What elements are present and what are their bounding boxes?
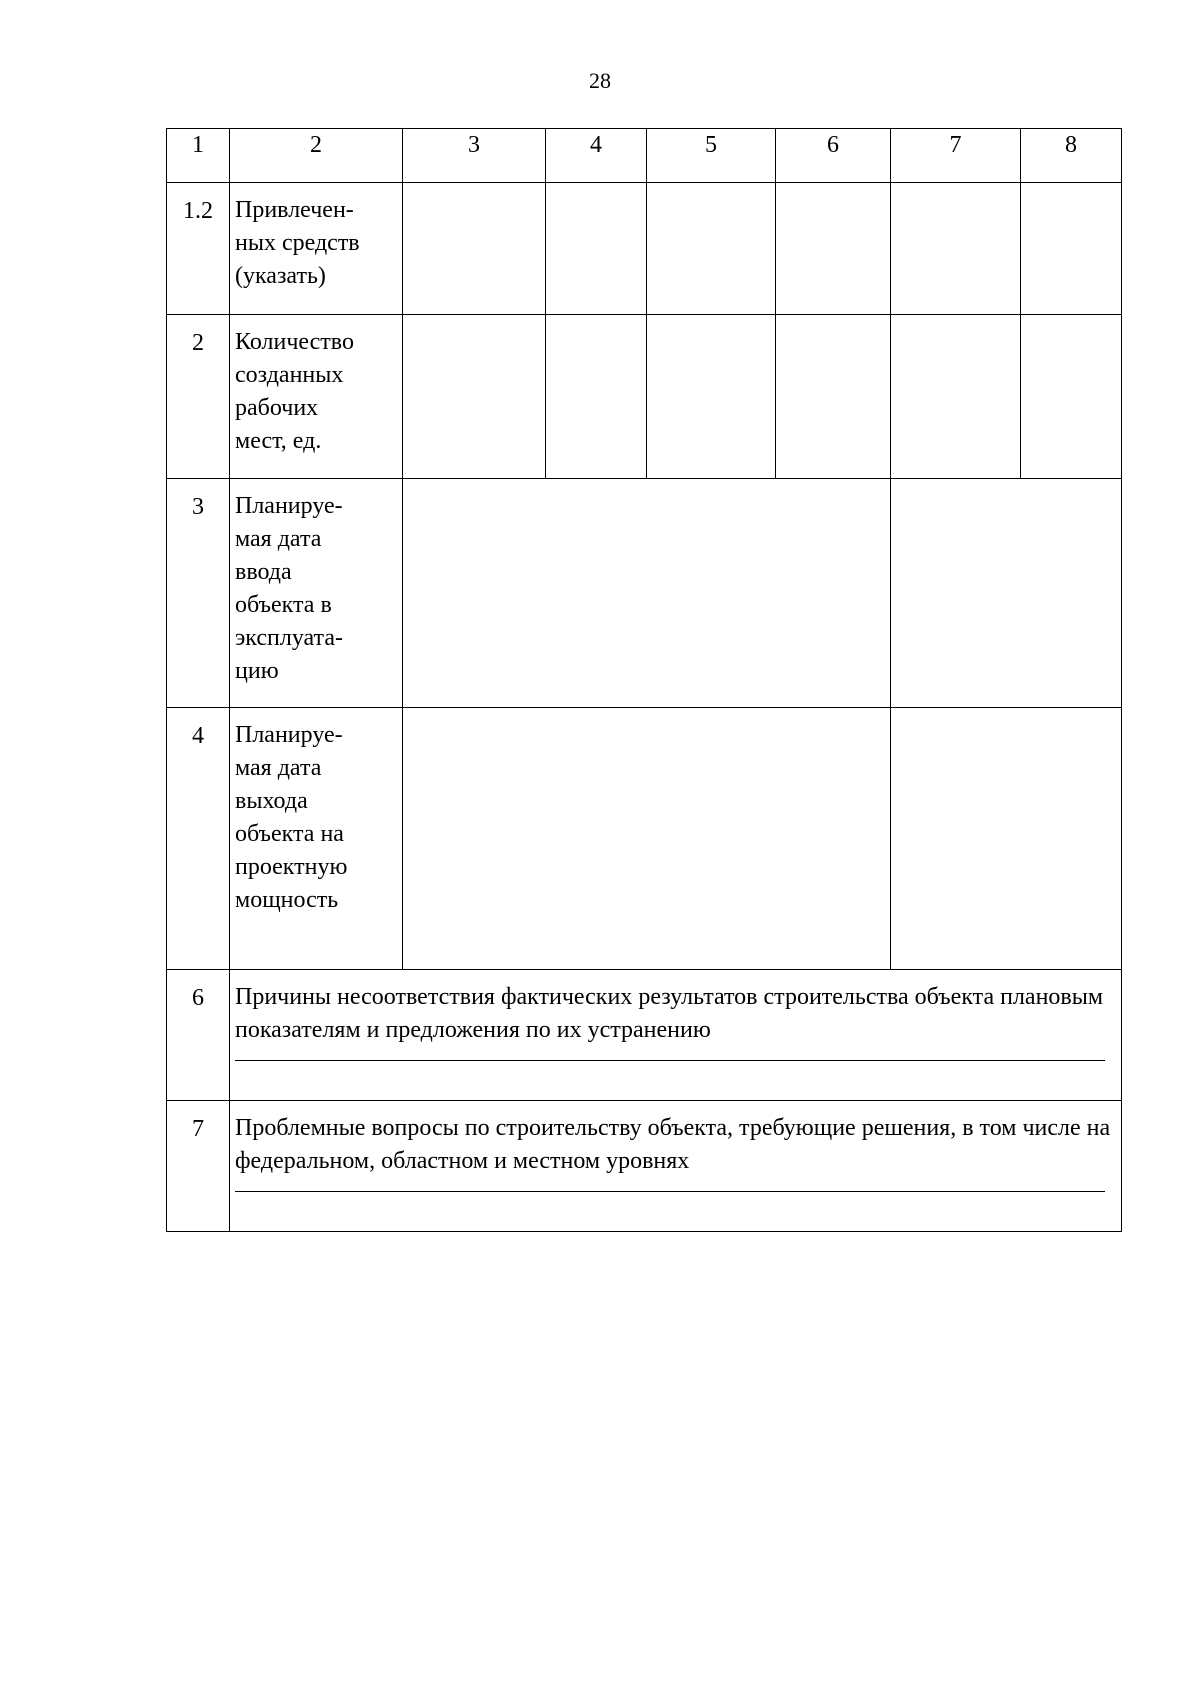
merged-value-cell <box>891 479 1122 708</box>
row-label-text: Планируе- мая дата выхода объекта на проектную мощность <box>235 722 348 913</box>
row-label-text: Привлечен- ных средств (указать) <box>235 197 360 289</box>
value-cell <box>891 315 1021 479</box>
row-label <box>230 315 403 479</box>
table-row <box>167 479 1122 708</box>
row-text-cell <box>230 1101 1122 1232</box>
value-cell <box>403 315 546 479</box>
value-cell <box>546 183 647 315</box>
value-cell <box>1021 315 1122 479</box>
row-number: 7 <box>167 1101 230 1232</box>
table-row <box>167 970 1122 1101</box>
fill-in-line <box>235 1060 1105 1061</box>
row-number: 1.2 <box>167 183 230 315</box>
header-cell-6: 6 <box>776 129 891 183</box>
header-cell-8: 8 <box>1021 129 1122 183</box>
value-cell <box>776 183 891 315</box>
row-number: 2 <box>167 315 230 479</box>
row-label-text: Планируе- мая дата ввода объекта в эксплуата- цию <box>235 493 343 684</box>
report-table <box>166 128 1122 1232</box>
value-cell <box>403 183 546 315</box>
value-cell <box>1021 183 1122 315</box>
header-cell-3: 3 <box>403 129 546 183</box>
header-cell-4: 4 <box>546 129 647 183</box>
row-number: 6 <box>167 970 230 1101</box>
row-number: 3 <box>167 479 230 708</box>
row-label <box>230 479 403 708</box>
table-row <box>167 183 1122 315</box>
table-row <box>167 1101 1122 1232</box>
header-cell-1: 1 <box>167 129 230 183</box>
value-cell <box>891 183 1021 315</box>
page-number: 28 <box>589 68 611 93</box>
merged-value-cell <box>403 708 891 970</box>
header-cell-2: 2 <box>230 129 403 183</box>
value-cell <box>776 315 891 479</box>
row-number: 4 <box>167 708 230 970</box>
table-header-row <box>167 129 1122 183</box>
value-cell <box>647 183 776 315</box>
row-label-text: Количество созданных рабочих мест, ед. <box>235 329 354 454</box>
row-text-cell <box>230 970 1122 1101</box>
table-row <box>167 708 1122 970</box>
table-row <box>167 315 1122 479</box>
merged-value-cell <box>891 708 1122 970</box>
header-cell-7: 7 <box>891 129 1021 183</box>
row-label <box>230 183 403 315</box>
fill-in-line <box>235 1191 1105 1192</box>
row-text: Проблемные вопросы по строительству объекта, требующие решения, в том числе на федеральном, областном и местном уровнях <box>235 1115 1111 1174</box>
value-cell <box>647 315 776 479</box>
value-cell <box>546 315 647 479</box>
row-text: Причины несоответствия фактических результатов строительства объекта плановым показателям и предложения по их устранению <box>235 984 1104 1043</box>
row-label <box>230 708 403 970</box>
merged-value-cell <box>403 479 891 708</box>
header-cell-5: 5 <box>647 129 776 183</box>
